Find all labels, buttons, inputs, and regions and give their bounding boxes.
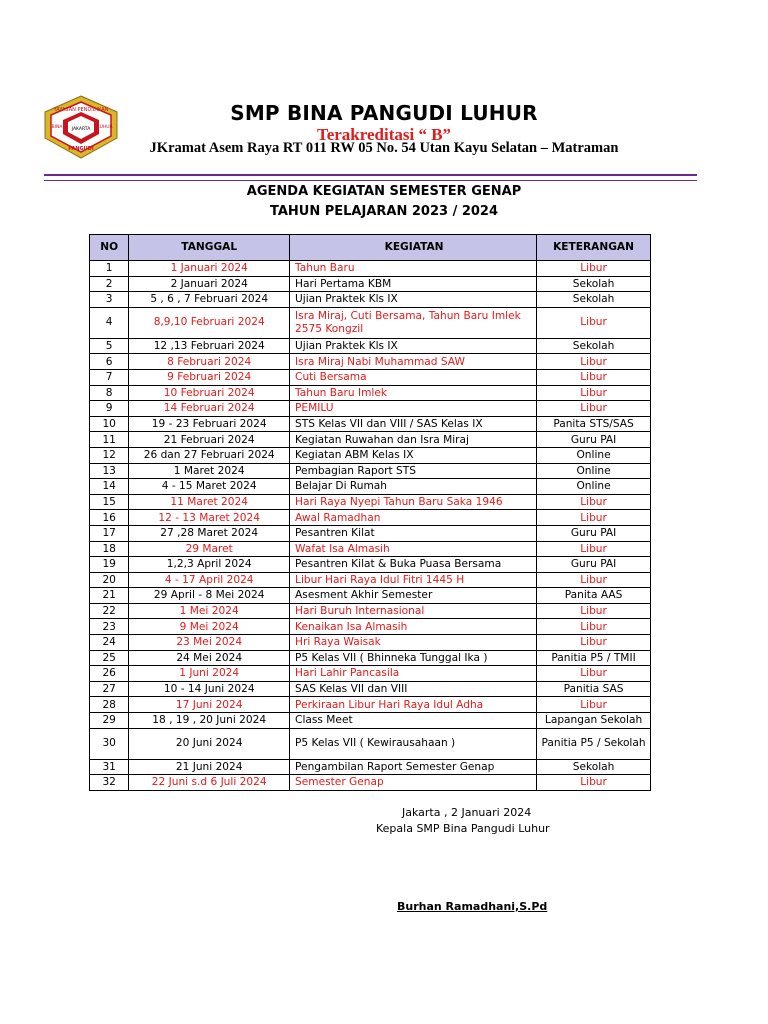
table-row <box>90 635 651 651</box>
row-note-cell: Libur <box>537 697 651 713</box>
table-row <box>90 588 651 604</box>
row-activity-cell: Wafat Isa Almasih <box>290 541 537 557</box>
agenda-table <box>89 234 651 791</box>
row-activity-cell: Pengambilan Raport Semester Genap <box>290 759 537 775</box>
table-row <box>90 510 651 526</box>
row-no-cell: 24 <box>90 635 129 651</box>
row-no-cell: 32 <box>90 775 129 791</box>
row-no-cell: 27 <box>90 681 129 697</box>
table-row <box>90 775 651 791</box>
row-date-cell: 27 ,28 Maret 2024 <box>129 525 290 541</box>
row-activity-cell: Kenaikan Isa Almasih <box>290 619 537 635</box>
table-row <box>90 666 651 682</box>
row-no-cell: 9 <box>90 401 129 417</box>
row-activity-cell: Cuti Bersama <box>290 369 537 385</box>
table-row <box>90 385 651 401</box>
table-row <box>90 713 651 729</box>
school-name: SMP BINA PANGUDI LUHUR <box>230 101 538 125</box>
logo-text-bottom: PANGUDI <box>68 146 94 152</box>
row-no-cell: 30 <box>90 728 129 759</box>
row-note-cell: Panitia P5 / Sekolah <box>537 728 651 759</box>
row-note-cell: Libur <box>537 666 651 682</box>
row-date-cell: 20 Juni 2024 <box>129 728 290 759</box>
row-date-cell: 14 Februari 2024 <box>129 401 290 417</box>
signature-name: Burhan Ramadhani,S.Pd <box>397 900 548 913</box>
row-no-cell: 12 <box>90 447 129 463</box>
row-no-cell: 18 <box>90 541 129 557</box>
row-activity-cell: STS Kelas VII dan VIII / SAS Kelas IX <box>290 416 537 432</box>
row-activity-cell: Ujian Praktek Kls IX <box>290 292 537 308</box>
row-activity-cell: Isra Miraj Nabi Muhammad SAW <box>290 354 537 370</box>
row-note-cell: Libur <box>537 354 651 370</box>
column-header-date: TANGGAL <box>129 235 290 261</box>
table-row <box>90 541 651 557</box>
row-no-cell: 2 <box>90 276 129 292</box>
row-date-cell: 9 Februari 2024 <box>129 369 290 385</box>
row-date-cell: 24 Mei 2024 <box>129 650 290 666</box>
row-date-cell: 10 - 14 Juni 2024 <box>129 681 290 697</box>
row-activity-cell: Isra Miraj, Cuti Bersama, Tahun Baru Imlek 2575 Kongzil <box>290 307 537 338</box>
row-date-cell: 4 - 15 Maret 2024 <box>129 479 290 495</box>
row-activity-cell: Belajar Di Rumah <box>290 479 537 495</box>
row-no-cell: 13 <box>90 463 129 479</box>
row-activity-cell: Pesantren Kilat & Buka Puasa Bersama <box>290 557 537 573</box>
row-no-cell: 22 <box>90 603 129 619</box>
row-activity-cell: Kegiatan Ruwahan dan Isra Miraj <box>290 432 537 448</box>
logo-text-top: YAYASAN PENDIDIKAN <box>53 107 109 113</box>
row-no-cell: 17 <box>90 525 129 541</box>
table-row <box>90 759 651 775</box>
row-no-cell: 3 <box>90 292 129 308</box>
row-activity-cell: Pembagian Raport STS <box>290 463 537 479</box>
row-no-cell: 8 <box>90 385 129 401</box>
row-no-cell: 26 <box>90 666 129 682</box>
header-rule-thin <box>44 180 697 181</box>
row-activity-cell: P5 Kelas VII ( Kewirausahaan ) <box>290 728 537 759</box>
logo-text-left: BINA <box>51 125 63 130</box>
column-header-activity: KEGIATAN <box>290 235 537 261</box>
row-activity-cell: Ujian Praktek Kls IX <box>290 338 537 354</box>
row-date-cell: 1 Maret 2024 <box>129 463 290 479</box>
row-date-cell: 1 Juni 2024 <box>129 666 290 682</box>
row-no-cell: 29 <box>90 713 129 729</box>
row-date-cell: 1 Mei 2024 <box>129 603 290 619</box>
row-date-cell: 22 Juni s.d 6 Juli 2024 <box>129 775 290 791</box>
table-row <box>90 276 651 292</box>
row-date-cell: 29 April - 8 Mei 2024 <box>129 588 290 604</box>
row-note-cell: Libur <box>537 635 651 651</box>
row-note-cell: Libur <box>537 307 651 338</box>
row-note-cell: Panitia P5 / TMII <box>537 650 651 666</box>
row-activity-cell: PEMILU <box>290 401 537 417</box>
row-no-cell: 5 <box>90 338 129 354</box>
row-note-cell: Libur <box>537 541 651 557</box>
row-note-cell: Libur <box>537 385 651 401</box>
row-no-cell: 6 <box>90 354 129 370</box>
row-note-cell: Libur <box>537 401 651 417</box>
row-date-cell: 19 - 23 Februari 2024 <box>129 416 290 432</box>
row-note-cell: Guru PAI <box>537 557 651 573</box>
row-activity-cell: Hari Raya Nyepi Tahun Baru Saka 1946 <box>290 494 537 510</box>
table-row <box>90 416 651 432</box>
agenda-title-line1: AGENDA KEGIATAN SEMESTER GENAP <box>246 184 522 199</box>
column-header-note: KETERANGAN <box>537 235 651 261</box>
table-row <box>90 447 651 463</box>
table-row <box>90 432 651 448</box>
row-date-cell: 17 Juni 2024 <box>129 697 290 713</box>
row-note-cell: Libur <box>537 261 651 277</box>
row-note-cell: Libur <box>537 369 651 385</box>
row-date-cell: 4 - 17 April 2024 <box>129 572 290 588</box>
row-no-cell: 31 <box>90 759 129 775</box>
row-date-cell: 21 Februari 2024 <box>129 432 290 448</box>
table-row <box>90 697 651 713</box>
row-date-cell: 11 Maret 2024 <box>129 494 290 510</box>
row-date-cell: 21 Juni 2024 <box>129 759 290 775</box>
row-activity-cell: Asesment Akhir Semester <box>290 588 537 604</box>
row-activity-cell: SAS Kelas VII dan VIII <box>290 681 537 697</box>
table-row <box>90 369 651 385</box>
row-no-cell: 7 <box>90 369 129 385</box>
row-note-cell: Sekolah <box>537 759 651 775</box>
row-no-cell: 10 <box>90 416 129 432</box>
table-row <box>90 479 651 495</box>
row-date-cell: 9 Mei 2024 <box>129 619 290 635</box>
row-note-cell: Libur <box>537 494 651 510</box>
row-no-cell: 28 <box>90 697 129 713</box>
row-note-cell: Sekolah <box>537 292 651 308</box>
row-note-cell: Online <box>537 447 651 463</box>
row-note-cell: Online <box>537 479 651 495</box>
row-date-cell: 5 , 6 , 7 Februari 2024 <box>129 292 290 308</box>
row-note-cell: Online <box>537 463 651 479</box>
row-date-cell: 8,9,10 Februari 2024 <box>129 307 290 338</box>
row-no-cell: 23 <box>90 619 129 635</box>
row-note-cell: Panita AAS <box>537 588 651 604</box>
row-no-cell: 4 <box>90 307 129 338</box>
row-date-cell: 18 , 19 , 20 Juni 2024 <box>129 713 290 729</box>
row-date-cell: 29 Maret <box>129 541 290 557</box>
table-row <box>90 619 651 635</box>
row-activity-cell: Hri Raya Waisak <box>290 635 537 651</box>
table-row <box>90 292 651 308</box>
row-note-cell: Libur <box>537 510 651 526</box>
row-no-cell: 14 <box>90 479 129 495</box>
row-activity-cell: Kegiatan ABM Kelas IX <box>290 447 537 463</box>
logo-text-center: JAKARTA <box>71 127 91 132</box>
row-date-cell: 23 Mei 2024 <box>129 635 290 651</box>
row-no-cell: 25 <box>90 650 129 666</box>
row-activity-cell: Hari Pertama KBM <box>290 276 537 292</box>
column-header-no: NO <box>90 235 129 261</box>
table-row <box>90 603 651 619</box>
row-date-cell: 26 dan 27 Februari 2024 <box>129 447 290 463</box>
row-activity-cell: Hari Buruh Internasional <box>290 603 537 619</box>
row-note-cell: Libur <box>537 572 651 588</box>
table-row <box>90 650 651 666</box>
table-row <box>90 525 651 541</box>
row-activity-cell: Tahun Baru Imlek <box>290 385 537 401</box>
row-activity-cell: P5 Kelas VII ( Bhinneka Tunggal Ika ) <box>290 650 537 666</box>
table-row <box>90 307 651 338</box>
row-note-cell: Libur <box>537 619 651 635</box>
row-note-cell: Libur <box>537 603 651 619</box>
table-header-row <box>90 235 651 261</box>
row-activity-cell: Awal Ramadhan <box>290 510 537 526</box>
row-activity-cell: Pesantren Kilat <box>290 525 537 541</box>
row-note-cell: Panitia SAS <box>537 681 651 697</box>
table-row <box>90 338 651 354</box>
row-date-cell: 1 Januari 2024 <box>129 261 290 277</box>
row-note-cell: Panita STS/SAS <box>537 416 651 432</box>
row-no-cell: 19 <box>90 557 129 573</box>
table-row <box>90 494 651 510</box>
row-date-cell: 8 Februari 2024 <box>129 354 290 370</box>
row-note-cell: Lapangan Sekolah <box>537 713 651 729</box>
row-date-cell: 10 Februari 2024 <box>129 385 290 401</box>
row-activity-cell: Semester Genap <box>290 775 537 791</box>
row-note-cell: Guru PAI <box>537 432 651 448</box>
table-row <box>90 681 651 697</box>
agenda-title-line2: TAHUN PELAJARAN 2023 / 2024 <box>269 204 499 219</box>
row-no-cell: 15 <box>90 494 129 510</box>
table-row <box>90 557 651 573</box>
table-row <box>90 728 651 759</box>
table-row <box>90 354 651 370</box>
row-note-cell: Libur <box>537 775 651 791</box>
signature-position: Kepala SMP Bina Pangudi Luhur <box>376 822 550 835</box>
table-row <box>90 463 651 479</box>
row-note-cell: Sekolah <box>537 338 651 354</box>
table-row <box>90 572 651 588</box>
row-no-cell: 11 <box>90 432 129 448</box>
accreditation: Terakreditasi “ B” <box>316 125 452 144</box>
row-no-cell: 20 <box>90 572 129 588</box>
signature-place-date: Jakarta , 2 Januari 2024 <box>402 806 532 819</box>
row-date-cell: 1,2,3 April 2024 <box>129 557 290 573</box>
row-activity-cell: Libur Hari Raya Idul Fitri 1445 H <box>290 572 537 588</box>
row-date-cell: 2 Januari 2024 <box>129 276 290 292</box>
row-note-cell: Guru PAI <box>537 525 651 541</box>
row-no-cell: 1 <box>90 261 129 277</box>
table-row <box>90 261 651 277</box>
header-rule-thick <box>44 174 697 176</box>
row-no-cell: 21 <box>90 588 129 604</box>
table-row <box>90 401 651 417</box>
row-activity-cell: Perkiraan Libur Hari Raya Idul Adha <box>290 697 537 713</box>
row-no-cell: 16 <box>90 510 129 526</box>
row-date-cell: 12 - 13 Maret 2024 <box>129 510 290 526</box>
row-activity-cell: Hari Lahir Pancasila <box>290 666 537 682</box>
agenda-table-body <box>90 261 651 791</box>
school-address: JKramat Asem Raya RT 011 RW 05 No. 54 Utan Kayu Selatan – Matraman <box>149 140 619 156</box>
row-date-cell: 12 ,13 Februari 2024 <box>129 338 290 354</box>
row-activity-cell: Tahun Baru <box>290 261 537 277</box>
logo-text-right: LUHUR <box>97 125 113 130</box>
agenda-title <box>0 182 768 222</box>
row-note-cell: Sekolah <box>537 276 651 292</box>
row-activity-cell: Class Meet <box>290 713 537 729</box>
